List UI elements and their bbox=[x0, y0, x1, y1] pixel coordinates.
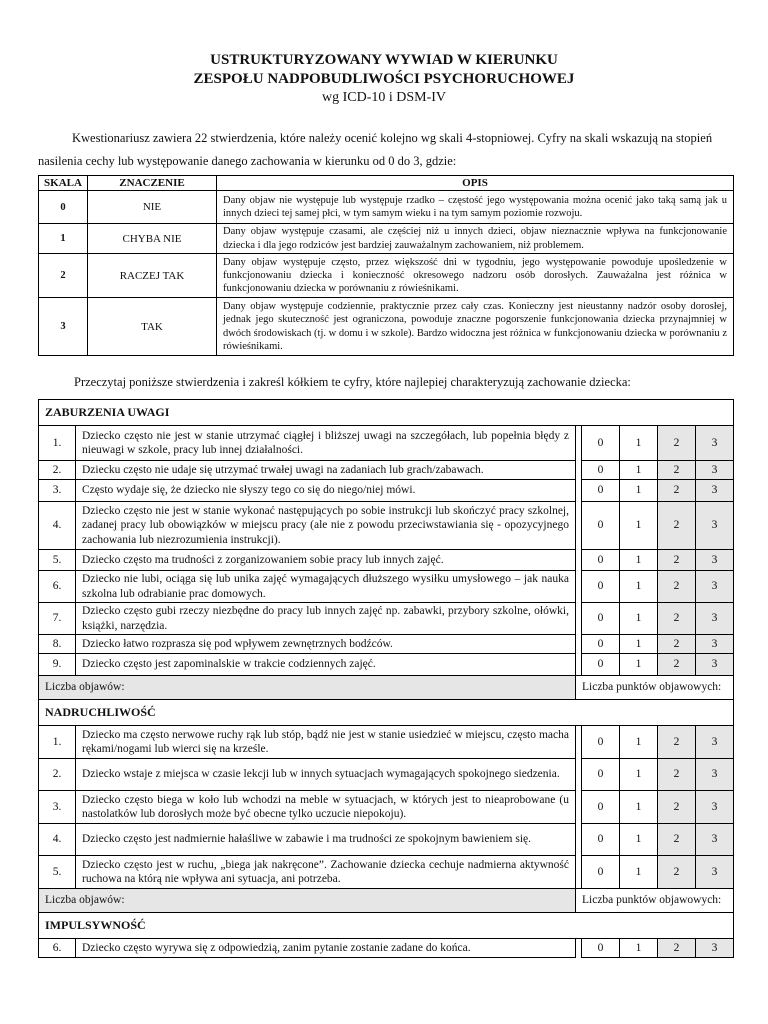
score-option-2[interactable]: 2 bbox=[658, 856, 696, 889]
question-text: Dziecko nie lubi, ociąga się lub unika zajęć wymagających dłuższego wysiłku umysłowego – jak nauka szkolna lub odrabianie prac domowych. bbox=[76, 571, 576, 603]
score-option-2[interactable]: 2 bbox=[658, 791, 696, 824]
score-option-2[interactable]: 2 bbox=[658, 550, 696, 571]
question-row bbox=[39, 635, 734, 654]
scale-header-skala: SKALA bbox=[39, 176, 88, 191]
scale-meaning: NIE bbox=[88, 191, 217, 224]
score-option-0[interactable]: 0 bbox=[582, 856, 620, 889]
score-option-0[interactable]: 0 bbox=[582, 480, 620, 502]
score-option-1[interactable]: 1 bbox=[620, 502, 658, 550]
question-number: 1. bbox=[39, 426, 76, 461]
question-text: Dziecku często nie udaje się utrzymać trwałej uwagi na zadaniach lub grach/zabawach. bbox=[76, 461, 576, 480]
section-title: IMPULSYWNOŚĆ bbox=[39, 913, 734, 939]
question-row bbox=[39, 502, 734, 550]
score-option-3[interactable]: 3 bbox=[696, 426, 734, 461]
question-text: Dziecko często wyrywa się z odpowiedzią, zanim pytanie zostanie zadane do końca. bbox=[76, 939, 576, 958]
section-title: ZABURZENIA UWAGI bbox=[39, 400, 734, 426]
score-option-2[interactable]: 2 bbox=[658, 635, 696, 654]
score-option-1[interactable]: 1 bbox=[620, 571, 658, 603]
score-option-2[interactable]: 2 bbox=[658, 603, 696, 635]
question-number: 3. bbox=[39, 480, 76, 502]
score-option-3[interactable]: 3 bbox=[696, 502, 734, 550]
question-number: 9. bbox=[39, 654, 76, 676]
score-option-3[interactable]: 3 bbox=[696, 791, 734, 824]
question-number: 7. bbox=[39, 603, 76, 635]
score-option-1[interactable]: 1 bbox=[620, 603, 658, 635]
score-option-0[interactable]: 0 bbox=[582, 502, 620, 550]
score-option-0[interactable]: 0 bbox=[582, 654, 620, 676]
score-option-2[interactable]: 2 bbox=[658, 502, 696, 550]
score-option-0[interactable]: 0 bbox=[582, 635, 620, 654]
score-option-0[interactable]: 0 bbox=[582, 791, 620, 824]
score-option-1[interactable]: 1 bbox=[620, 480, 658, 502]
score-option-1[interactable]: 1 bbox=[620, 461, 658, 480]
section-title: NADRUCHLIWOŚĆ bbox=[39, 700, 734, 726]
question-row bbox=[39, 461, 734, 480]
question-number: 2. bbox=[39, 759, 76, 791]
question-number: 5. bbox=[39, 856, 76, 889]
symptom-points-label: Liczba punktów objawowych: bbox=[576, 676, 734, 700]
question-row bbox=[39, 480, 734, 502]
score-option-3[interactable]: 3 bbox=[696, 824, 734, 856]
instruction-text: Przeczytaj poniższe stwierdzenia i zakreśl kółkiem te cyfry, które najlepiej charakteryzują zachowanie dziecka: bbox=[74, 375, 631, 389]
question-text: Dziecko często biega w koło lub wchodzi na meble w sytuacjach, w których jest to nieaprobowane (u nastolatków lub dorosłych może być obecne tylko uczucie niepokoju). bbox=[76, 791, 576, 824]
scale-row bbox=[39, 298, 734, 356]
score-option-3[interactable]: 3 bbox=[696, 856, 734, 889]
score-option-2[interactable]: 2 bbox=[658, 654, 696, 676]
score-option-0[interactable]: 0 bbox=[582, 461, 620, 480]
question-text: Dziecko ma często nerwowe ruchy rąk lub stóp, bądź nie jest w stanie usiedzieć w miejscu, często macha rękami/nogami lub wierci się na krześle. bbox=[76, 726, 576, 759]
question-text: Dziecko wstaje z miejsca w czasie lekcji lub w innych sytuacjach wymagających spokojnego siedzenia. bbox=[76, 759, 576, 791]
question-text: Dziecko często nie jest w stanie wykonać następujących po sobie instrukcji lub skończyć pracy szkolnej, zadanej pracy lub obowiązków w miejscu pracy (ale nie z powodu przeciwstawiania się - opozycyjnego zachowania lub niezrozumienia instrukcji). bbox=[76, 502, 576, 550]
score-option-3[interactable]: 3 bbox=[696, 603, 734, 635]
question-number: 6. bbox=[39, 571, 76, 603]
score-option-0[interactable]: 0 bbox=[582, 726, 620, 759]
question-text: Dziecko często ma trudności z zorganizowaniem sobie pracy lub innych zajęć. bbox=[76, 550, 576, 571]
score-option-2[interactable]: 2 bbox=[658, 759, 696, 791]
scale-header-opis: OPIS bbox=[217, 176, 734, 191]
intro-paragraph: Kwestionariusz zawiera 22 stwierdzenia, które należy ocenić kolejno wg skali 4-stopniowej. Cyfry na skali wskazują na stopień nasilenia cechy lub występowanie danego zachowania w kierunku od 0 do 3, gdzie: bbox=[38, 131, 713, 168]
score-option-3[interactable]: 3 bbox=[696, 461, 734, 480]
doc-subtitle: wg ICD-10 i DSM-IV bbox=[321, 90, 447, 105]
score-option-0[interactable]: 0 bbox=[582, 550, 620, 571]
scale-meaning: RACZEJ TAK bbox=[88, 254, 217, 298]
score-option-2[interactable]: 2 bbox=[658, 726, 696, 759]
score-option-3[interactable]: 3 bbox=[696, 571, 734, 603]
section-header-row bbox=[39, 700, 734, 726]
score-option-2[interactable]: 2 bbox=[658, 571, 696, 603]
score-option-2[interactable]: 2 bbox=[658, 461, 696, 480]
question-number: 5. bbox=[39, 550, 76, 571]
score-option-3[interactable]: 3 bbox=[696, 726, 734, 759]
scale-value: 3 bbox=[39, 298, 88, 356]
symptom-count-label: Liczba objawów: bbox=[39, 676, 576, 700]
score-option-2[interactable]: 2 bbox=[658, 480, 696, 502]
score-option-2[interactable]: 2 bbox=[658, 939, 696, 958]
question-text: Często wydaje się, że dziecko nie słyszy tego co się do niego/niej mówi. bbox=[76, 480, 576, 502]
question-row bbox=[39, 759, 734, 791]
score-option-1[interactable]: 1 bbox=[620, 654, 658, 676]
scale-row bbox=[39, 224, 734, 254]
summary-row bbox=[39, 676, 734, 700]
summary-row bbox=[39, 889, 734, 913]
scale-value: 0 bbox=[39, 191, 88, 224]
section-header-row bbox=[39, 913, 734, 939]
score-option-3[interactable]: 3 bbox=[696, 759, 734, 791]
score-option-1[interactable]: 1 bbox=[620, 939, 658, 958]
question-text: Dziecko często jest zapominalskie w trakcie codziennych zajęć. bbox=[76, 654, 576, 676]
question-row bbox=[39, 791, 734, 824]
scale-meaning: CHYBA NIE bbox=[88, 224, 217, 254]
score-option-0[interactable]: 0 bbox=[582, 759, 620, 791]
scale-value: 2 bbox=[39, 254, 88, 298]
score-option-3[interactable]: 3 bbox=[696, 654, 734, 676]
score-option-3[interactable]: 3 bbox=[696, 480, 734, 502]
question-row bbox=[39, 856, 734, 889]
question-row bbox=[39, 426, 734, 461]
score-option-1[interactable]: 1 bbox=[620, 726, 658, 759]
scale-row bbox=[39, 254, 734, 298]
question-row bbox=[39, 550, 734, 571]
scale-description: Dany objaw występuje czasami, ale częściej niż u innych dzieci, objaw nieznacznie wpływa na funkcjonowanie dziecka i dla jego rodziców jest bardziej zauważalnym zachowaniem, niż problemem. bbox=[217, 224, 734, 254]
score-option-1[interactable]: 1 bbox=[620, 824, 658, 856]
scale-description: Dany objaw występuje często, przez większość dni w tygodniu, jego występowanie powoduje upośledzenie w funkcjonowaniu dziecka i konieczność okresowego nadzoru osób dorosłych. Zauważalna jest różnica w funkcjonowaniu dziecka w porównaniu z rówieśnikami. bbox=[217, 254, 734, 298]
question-row bbox=[39, 654, 734, 676]
question-number: 4. bbox=[39, 502, 76, 550]
section-header-row bbox=[39, 400, 734, 426]
score-option-3[interactable]: 3 bbox=[696, 550, 734, 571]
symptom-count-label: Liczba objawów: bbox=[39, 889, 576, 913]
scale-description: Dany objaw występuje codziennie, praktycznie przez cały czas. Konieczny jest nieustanny nadzór osoby dorosłej, jednak jego skuteczność jest ograniczona, powoduje znaczne pogorszenie funkcjonowania dziecka przynajmniej w dwóch środowiskach (tj. w domu i w szkole). Bardzo widoczna jest różnica w funkcjonowaniu dziecka w porównaniu z rówieśnikami. bbox=[217, 298, 734, 356]
scale-value: 1 bbox=[39, 224, 88, 254]
question-number: 1. bbox=[39, 726, 76, 759]
question-row bbox=[39, 726, 734, 759]
question-text: Dziecko często nie jest w stanie utrzymać ciągłej i bliższej uwagi na szczegółach, lub popełnia błędy z nieuwagi w szkole, pracy lub innej działalności. bbox=[76, 426, 576, 461]
question-row bbox=[39, 939, 734, 958]
score-option-3[interactable]: 3 bbox=[696, 939, 734, 958]
question-number: 2. bbox=[39, 461, 76, 480]
question-number: 6. bbox=[39, 939, 76, 958]
score-option-0[interactable]: 0 bbox=[582, 824, 620, 856]
scale-row bbox=[39, 191, 734, 224]
question-text: Dziecko często jest nadmiernie hałaśliwe w zabawie i ma trudności ze spokojnym bawieniem się. bbox=[76, 824, 576, 856]
score-option-0[interactable]: 0 bbox=[582, 603, 620, 635]
score-option-0[interactable]: 0 bbox=[582, 426, 620, 461]
score-option-1[interactable]: 1 bbox=[620, 426, 658, 461]
scale-description: Dany objaw nie występuje lub występuje rzadko – częstość jego występowania można ocenić jako taką samą jak u innych dzieci tej samej płci, w tym samym wieku i na tym samym poziomie rozwoju. bbox=[217, 191, 734, 224]
doc-title-line2: ZESPOŁU NADPOBUDLIWOŚCI PSYCHORUCHOWEJ bbox=[193, 71, 575, 87]
question-row bbox=[39, 824, 734, 856]
question-text: Dziecko często jest w ruchu, „biega jak nakręcone”. Zachowanie dziecka cechuje nadmierna aktywność ruchowa na którą nie wpływa ani sytuacja, ani potrzeba. bbox=[76, 856, 576, 889]
question-number: 8. bbox=[39, 635, 76, 654]
score-option-0[interactable]: 0 bbox=[582, 939, 620, 958]
question-text: Dziecko łatwo rozprasza się pod wpływem zewnętrznych bodźców. bbox=[76, 635, 576, 654]
score-option-1[interactable]: 1 bbox=[620, 550, 658, 571]
doc-title-line1: USTRUKTURYZOWANY WYWIAD W KIERUNKU bbox=[210, 52, 558, 68]
question-number: 4. bbox=[39, 824, 76, 856]
score-option-1[interactable]: 1 bbox=[620, 791, 658, 824]
question-number: 3. bbox=[39, 791, 76, 824]
scale-header-znaczenie: ZNACZENIE bbox=[88, 176, 217, 191]
score-option-2[interactable]: 2 bbox=[658, 426, 696, 461]
score-option-1[interactable]: 1 bbox=[620, 759, 658, 791]
question-text: Dziecko często gubi rzeczy niezbędne do pracy lub innych zajęć np. zabawki, przybory szkolne, ołówki, książki, narzędzia. bbox=[76, 603, 576, 635]
score-option-1[interactable]: 1 bbox=[620, 856, 658, 889]
scale-meaning: TAK bbox=[88, 298, 217, 356]
question-row bbox=[39, 571, 734, 603]
score-option-2[interactable]: 2 bbox=[658, 824, 696, 856]
scale-table bbox=[38, 175, 734, 356]
score-option-1[interactable]: 1 bbox=[620, 635, 658, 654]
questionnaire-table bbox=[38, 399, 734, 958]
question-row bbox=[39, 603, 734, 635]
score-option-3[interactable]: 3 bbox=[696, 635, 734, 654]
score-option-0[interactable]: 0 bbox=[582, 571, 620, 603]
symptom-points-label: Liczba punktów objawowych: bbox=[576, 889, 734, 913]
